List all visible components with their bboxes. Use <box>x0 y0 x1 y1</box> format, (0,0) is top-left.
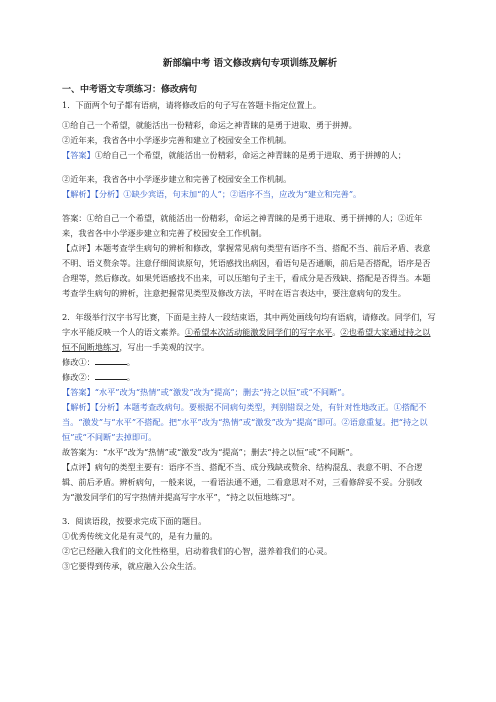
q2-fix-1 <box>62 355 438 370</box>
q2-answer: 【答案】“水平”改为“热情”或“激发”改为“提高”；删去“持之以恒”或“不间断”。 <box>62 387 350 397</box>
document-title: 新部编中考 语文修改病句专项训练及解析 <box>162 58 338 69</box>
q2-final-answer: 故答案为：“水平”改为“热情”或“激发”改为“提高”；删去“持之以恒”或“不间断”。 <box>62 447 358 457</box>
q1-stem: 1．下面两个句子都有语病，请将修改后的句子写在答题卡指定位置上。 <box>62 100 322 110</box>
q3-sentence-3: ③它要得到传承，就应融入公众生活。 <box>62 561 202 571</box>
q1-answer <box>62 148 438 163</box>
q3-stem: 3．阅读语段，按要求完成下面的题目。 <box>62 516 207 526</box>
q3-sentence-1: ①优秀传统文化是有灵气的，是有力量的。 <box>62 531 218 541</box>
q2-underline-1: ①希望本次活动能激发同学们的写字水平 <box>184 327 333 337</box>
fix-2-period: 。 <box>126 372 135 382</box>
q2-underline-2: ②也希望大家通过持之以恒不间断地练习 <box>62 327 431 352</box>
q2-stem-a: 2．年级举行汉字书写比赛，下面是主持人一段结束语，其中两处画线句均有语病，请修改。同学们，写字水平能反映一个人的语文素养。 <box>62 312 436 337</box>
fix-2-label: 修改②： <box>62 372 95 382</box>
q2-fix-2 <box>62 370 438 385</box>
answer-tag: 【答案】 <box>62 150 95 160</box>
q1-answer-2: ②近年来，我省各中小学逐步建立和完善了校园安全工作机制。 <box>62 174 292 184</box>
q1-analysis: 【解析】【分析】①缺少宾语，句末加“的人”；②语序不当，应改为“建立和完善”。 <box>62 189 362 199</box>
q1-sentence-1: ①给自己一个希望，就能活出一份精彩，命运之神青睐的是勇于进取、勇于拼搏。 <box>62 120 357 130</box>
q2-comment: 【点评】病句的类型主要有：语序不当、搭配不当、成分残缺或赘余、结构混乱、表意不明、不合逻辑、前后矛盾。辨析病句，一般来说，一看语法通不通，二看意思对不对，三看修辞妥不妥。分别改为“激发同学们的写字热情并提高写字水平”，“持之以恒地练习”。 <box>62 462 423 502</box>
fix-1-blank <box>95 356 127 365</box>
document-page <box>62 56 438 574</box>
fix-1-period: 。 <box>126 357 135 367</box>
q2-analysis: 【解析】【分析】本题考查改病句。要根据不同病句类型，判别错误之处，有针对性地改正。①搭配不当。“激发”与“水平”不搭配。把“水平”改为“热情”或“激发”改为“提高”即可。②语意重复。把“持之以恒”或“不间断”去掉即可。 <box>62 402 428 442</box>
fix-2-blank <box>95 371 127 380</box>
q2-stem-b: ，写出一手美观的汉字。 <box>119 342 210 352</box>
q1-answer-1: ①给自己一个希望，就能活出一份精彩，命运之神青睐的是勇于进取、勇于拼搏的人； <box>94 150 406 160</box>
q2-stem <box>62 310 438 355</box>
q1-sentence-2: ②近年来，我省各中小学逐步完善和建立了校园安全工作机制。 <box>62 135 292 145</box>
fix-1-label: 修改①： <box>62 357 95 367</box>
q1-comment: 【点评】本题考查学生病句的辨析和修改，掌握常见病句类型有语序不当、搭配不当、前后矛盾、表意不明、语义赘余等。注意仔细阅读原句，凭语感找出病因，看语句是否通顺，前后是否搭配，语序是否合理等，然后修改。如果凭语感找不出来，可以压缩句子主干，看成分是否残缺、搭配是否得当。本题考查学生病句的辨析，注意把握常见类型及修改方法，平时在语言表达中，要注意病句的发生。 <box>62 243 431 298</box>
q2-stem-mid: 。 <box>332 327 341 337</box>
q3-sentence-2: ②它已经融入我们的文化性格里，启动着我们的心智，滋养着我们的心灵。 <box>62 546 333 556</box>
q1-final-answer: 答案：①给自己一个希望，就能活出一份精彩，命运之神青睐的是勇于进取、勇于拼搏的人；②近年来，我省各中小学逐步建立和完善了校园安全工作机制。 <box>62 213 423 238</box>
section-heading: 一、中考语文专项练习：修改病句 <box>62 85 198 95</box>
